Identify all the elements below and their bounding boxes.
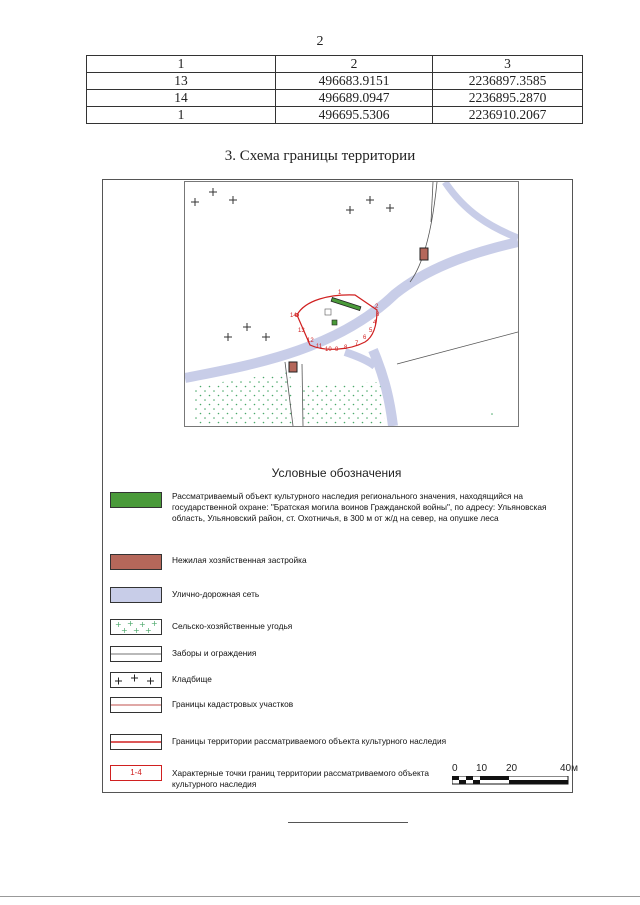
page-number: 2 bbox=[316, 34, 324, 49]
legend-swatch-points bbox=[110, 765, 162, 781]
point-label: 7 bbox=[355, 341, 359, 347]
table-cell: 2236897.3585 bbox=[433, 73, 583, 90]
boundary-map bbox=[184, 181, 519, 427]
legend-text-cadastral: Границы кадастровых участков bbox=[172, 699, 294, 709]
heritage-object bbox=[331, 297, 361, 310]
legend-swatch-agricultural bbox=[110, 619, 162, 635]
building bbox=[420, 248, 428, 260]
point-label: 4 bbox=[373, 320, 377, 326]
scale-bar bbox=[452, 776, 570, 786]
svg-text:+: + bbox=[121, 626, 128, 634]
fence-line bbox=[397, 332, 518, 364]
svg-text:+: + bbox=[115, 620, 122, 629]
table-cell: 1 bbox=[87, 107, 276, 124]
table-row bbox=[87, 107, 583, 124]
svg-text:+: + bbox=[133, 626, 140, 634]
building bbox=[289, 362, 297, 372]
svg-text:+: + bbox=[151, 620, 158, 628]
table-header-cell: 2 bbox=[276, 56, 433, 73]
road bbox=[445, 182, 518, 238]
legend-swatch-boundary bbox=[110, 734, 162, 750]
fence-line-icon bbox=[111, 647, 161, 661]
agricultural-area bbox=[195, 372, 295, 426]
legend-swatch-fences bbox=[110, 646, 162, 662]
table-cell: 2236910.2067 bbox=[433, 107, 583, 124]
legend-swatch-cadastral bbox=[110, 697, 162, 713]
point-label: 14 bbox=[290, 313, 297, 319]
scale-label: 20 bbox=[506, 763, 518, 774]
point-label: 13 bbox=[298, 328, 305, 334]
legend-swatch-roads bbox=[110, 587, 162, 603]
map-drawing bbox=[185, 182, 518, 426]
table-cell: 14 bbox=[87, 90, 276, 107]
table-row bbox=[87, 90, 583, 107]
coordinates-table bbox=[86, 55, 583, 124]
svg-text:+: + bbox=[145, 626, 152, 634]
scale-label: 40м bbox=[560, 763, 578, 774]
table-cell: 496689.0947 bbox=[276, 90, 433, 107]
agricultural-pattern-icon bbox=[111, 620, 161, 634]
table-header-row bbox=[87, 56, 583, 73]
legend-text-fences: Заборы и ограждения bbox=[172, 648, 257, 658]
legend-points-sample: 1-4 bbox=[130, 768, 142, 777]
legend-text-points: Характерные точки границ территории рассматриваемого объекта культурного наследия bbox=[172, 768, 430, 789]
fence-line bbox=[302, 364, 303, 426]
table-cell: 496683.9151 bbox=[276, 73, 433, 90]
table-cell: 2236895.2870 bbox=[433, 90, 583, 107]
scale-label: 10 bbox=[476, 763, 488, 774]
legend-text-boundary: Границы территории рассматриваемого объекта культурного наследия bbox=[172, 736, 447, 746]
section-title: 3. Схема границы территории bbox=[224, 148, 416, 164]
table-header-cell: 1 bbox=[87, 56, 276, 73]
page-bottom-edge bbox=[0, 896, 640, 897]
point-label: 6 bbox=[363, 335, 367, 341]
agricultural-area bbox=[300, 382, 385, 426]
point-label: 10 bbox=[325, 347, 332, 353]
point-label: 1 bbox=[338, 290, 342, 296]
table-cell: 13 bbox=[87, 73, 276, 90]
point-label: 5 bbox=[369, 328, 373, 334]
legend-text-buildings: Нежилая хозяйственная застройка bbox=[172, 555, 307, 565]
legend-swatch-heritage bbox=[110, 492, 162, 508]
point-label: 12 bbox=[307, 338, 314, 344]
cross-icon bbox=[111, 673, 161, 687]
table-header-cell: 3 bbox=[433, 56, 583, 73]
legend-swatch-buildings bbox=[110, 554, 162, 570]
table-row bbox=[87, 73, 583, 90]
legend-swatch-cemetery bbox=[110, 672, 162, 688]
svg-text:+: + bbox=[139, 620, 146, 629]
boundary-point bbox=[491, 413, 493, 415]
point-label: 2 bbox=[375, 304, 379, 310]
small-structure bbox=[325, 309, 331, 315]
svg-text:+: + bbox=[127, 620, 134, 628]
legend-text-agricultural: Сельско-хозяйственные угодья bbox=[172, 621, 293, 631]
point-label: 9 bbox=[335, 347, 339, 353]
table-cell: 496695.5306 bbox=[276, 107, 433, 124]
boundary-line-icon bbox=[111, 735, 161, 749]
point-label: 3 bbox=[376, 312, 380, 318]
legend-text-heritage: Рассматриваемый объект культурного наследия регионального значения, находящийся на государственной охране: "Братская могила воинов Гражданской войны", по адресу: Ульяновская область, Ульяновский район, ст. Охотничья, в 300 м от ж/д на север, на опушке леса bbox=[172, 491, 547, 523]
legend-title: Условные обозначения bbox=[271, 466, 402, 480]
footnote-separator bbox=[288, 822, 408, 823]
point-label: 11 bbox=[316, 344, 323, 350]
heritage-object bbox=[332, 320, 337, 325]
point-label: 8 bbox=[344, 345, 348, 351]
legend-text-roads: Улично-дорожная сеть bbox=[172, 589, 260, 599]
legend-text-cemetery: Кладбище bbox=[172, 674, 212, 684]
scale-label: 0 bbox=[452, 763, 458, 774]
cadastral-line-icon bbox=[111, 698, 161, 712]
